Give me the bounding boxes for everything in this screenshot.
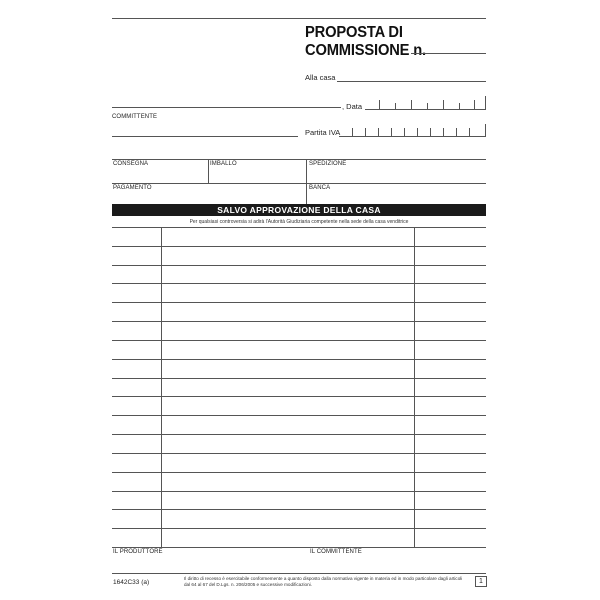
top-border-line (112, 18, 486, 19)
shipping-divider (208, 159, 209, 183)
piva-tick (365, 128, 366, 136)
address-line (112, 107, 341, 108)
footer-top-line (112, 573, 486, 574)
form-title-line2: COMMISSIONE n. (305, 42, 426, 59)
piva-tick (391, 128, 392, 136)
table-row-line (112, 265, 486, 266)
imballo-label: IMBALLO (210, 161, 237, 167)
piva-tick (404, 128, 405, 136)
piva-tick (378, 128, 379, 136)
piva-tick (456, 128, 457, 136)
data-label: , Data (342, 102, 363, 111)
table-row-line (112, 246, 486, 247)
committente-label: COMMITTENTE (112, 114, 158, 120)
piva-tick (430, 128, 431, 136)
date-tick (474, 100, 475, 109)
date-tick (427, 103, 428, 109)
table-row-line (112, 415, 486, 416)
legal-notice: Il diritto di recesso è esercitabile conformemente a quanto disposto dalla normativa vigente in materia ed in modo particolare dagli articoli dal 64 al 67 del D.Lgs. n. 206/2005 e successive modificazioni. (184, 576, 463, 587)
date-tick (395, 103, 396, 109)
table-row-line (112, 547, 486, 548)
partita-iva-field-line[interactable] (339, 136, 486, 137)
banca-label: BANCA (309, 185, 331, 191)
date-tick (443, 100, 444, 109)
date-field-line[interactable] (365, 109, 486, 110)
page-number: 1 (475, 576, 487, 587)
shipping-top-line (112, 159, 486, 160)
piva-tick (417, 128, 418, 136)
table-col-divider (414, 227, 415, 547)
table-row-line (112, 472, 486, 473)
committente-line[interactable] (112, 136, 298, 137)
table-row-line (112, 321, 486, 322)
committente-signature-label: IL COMMITTENTE (310, 549, 362, 555)
table-col-divider (161, 227, 162, 547)
approval-banner: SALVO APPROVAZIONE DELLA CASA (112, 204, 486, 216)
table-row-line (112, 302, 486, 303)
date-tick (411, 100, 412, 109)
shipping-divider (306, 159, 307, 204)
piva-tick (469, 128, 470, 136)
piva-tick (443, 128, 444, 136)
table-row-line (112, 453, 486, 454)
form-code: 1642C33 (a) (113, 579, 150, 586)
table-row-line (112, 491, 486, 492)
spedizione-label: SPEDIZIONE (309, 161, 347, 167)
table-row-line (112, 340, 486, 341)
date-tick (379, 100, 380, 109)
commission-number-line (411, 53, 486, 54)
alla-casa-label: Alla casa (305, 73, 336, 82)
produttore-signature-label: IL PRODUTTORE (113, 549, 163, 555)
partita-iva-label: Partita IVA (305, 128, 341, 137)
table-row-line (112, 396, 486, 397)
consegna-label: CONSEGNA (113, 161, 149, 167)
table-row-line (112, 434, 486, 435)
shipping-mid-line (112, 183, 486, 184)
form-title-line1: PROPOSTA DI (305, 24, 403, 41)
piva-tick (352, 128, 353, 136)
date-tick (485, 96, 486, 109)
table-row-line (112, 528, 486, 529)
table-row-line (112, 227, 486, 228)
pagamento-label: PAGAMENTO (113, 185, 152, 191)
date-tick (459, 103, 460, 109)
piva-tick (485, 124, 486, 136)
table-row-line (112, 509, 486, 510)
table-row-line (112, 283, 486, 284)
alla-casa-line (337, 81, 486, 82)
table-row-line (112, 378, 486, 379)
table-row-line (112, 359, 486, 360)
jurisdiction-note: Per qualsiasi controversia si adirà l'Autorità Giudiziaria competente nella sede della casa venditrice (189, 219, 409, 225)
